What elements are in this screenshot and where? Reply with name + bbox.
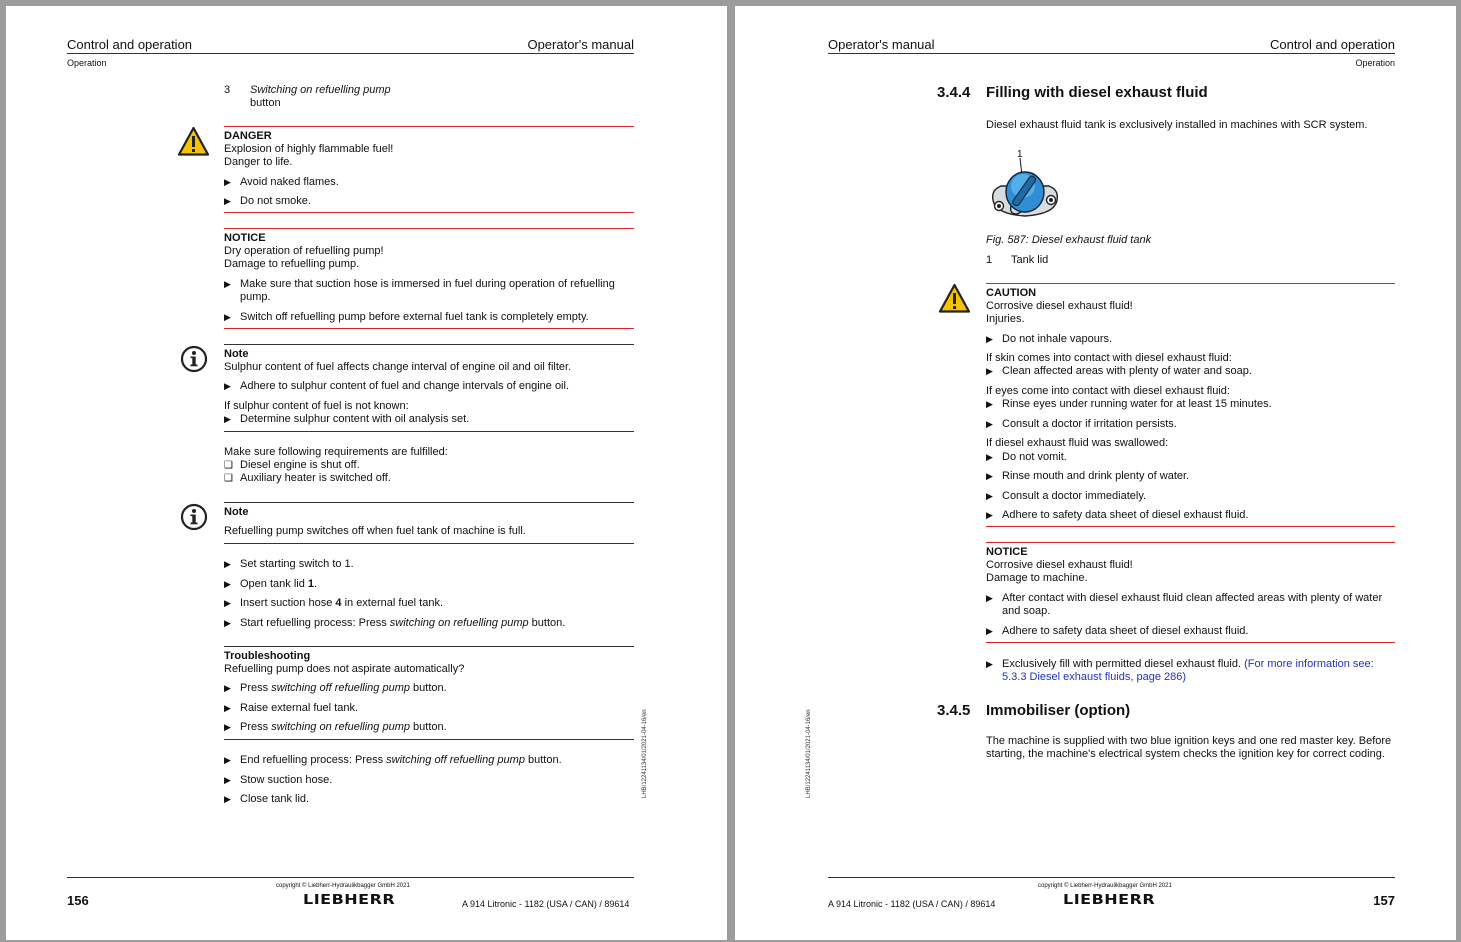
danger-title: DANGER	[224, 130, 272, 142]
info-icon	[180, 503, 208, 531]
note-bottom-rule	[224, 431, 634, 432]
right-page	[735, 6, 1456, 940]
legend-number: 1	[986, 254, 993, 266]
figure-caption: Fig. 587: Diesel exhaust fluid tank	[986, 234, 1152, 246]
header-rule	[67, 53, 634, 54]
note2-text: Refuelling pump switches off when fuel tank of machine is full.	[224, 525, 526, 537]
info-icon	[180, 345, 208, 373]
bullet-triangle: ▶	[986, 659, 993, 669]
section-number: 3.4.4	[937, 84, 971, 101]
bullet-triangle: ▶	[224, 414, 231, 424]
step-1: Set starting switch to 1.	[240, 558, 354, 570]
section-number: 3.4.5	[937, 702, 971, 719]
requirement-item: Auxiliary heater is switched off.	[240, 472, 391, 484]
notice-top-rule	[986, 542, 1395, 543]
notice-action2: Switch off refuelling pump before external fuel tank is completely empty.	[240, 311, 589, 323]
diesel-exhaust-fluid-tank-figure	[987, 156, 1065, 222]
legend-label: Switching on refuelling pump	[250, 84, 391, 96]
bullet-triangle: ▶	[986, 593, 993, 603]
bullet-triangle: ▶	[224, 794, 231, 804]
final-step-2: Stow suction hose.	[240, 774, 333, 786]
caution-condition: If diesel exhaust fluid was swallowed:	[986, 437, 1169, 449]
bullet-triangle: ▶	[986, 471, 993, 481]
legend-label-2: button	[250, 97, 281, 109]
danger-line2: Danger to life.	[224, 156, 293, 168]
danger-top-rule	[224, 126, 634, 127]
bullet-triangle: ▶	[224, 196, 231, 206]
caution-line1: Corrosive diesel exhaust fluid!	[986, 300, 1133, 312]
fill-step: Exclusively fill with permitted diesel exhaust fluid. (For more information see:	[1002, 658, 1374, 670]
notice-line2: Damage to refuelling pump.	[224, 258, 360, 270]
header-rule	[828, 53, 1395, 54]
note2-top-rule	[224, 502, 634, 503]
notice-line1: Corrosive diesel exhaust fluid!	[986, 559, 1133, 571]
caution-top-rule	[986, 283, 1395, 284]
section-title: Filling with diesel exhaust fluid	[986, 84, 1208, 101]
copyright: copyright © Liebherr-Hydraulikbagger GmbH 2021	[276, 883, 410, 889]
page-number: 157	[1373, 893, 1395, 908]
notice-action1-cont: and soap.	[1002, 605, 1051, 617]
intro-text: Diesel exhaust fluid tank is exclusively installed in machines with SCR system.	[986, 119, 1368, 131]
cross-reference-link[interactable]: 5.3.3 Diesel exhaust fluids, page 286)	[1002, 671, 1187, 683]
step-4: Start refuelling process: Press switching on refuelling pump button.	[240, 617, 566, 629]
note2-bottom-rule	[224, 543, 634, 544]
troubleshooting-action: Raise external fuel tank.	[240, 702, 359, 714]
checkbox-icon: ❑	[224, 473, 233, 484]
header-right: Operator's manual	[527, 37, 634, 52]
caution-action: Clean affected areas with plenty of water and soap.	[1002, 365, 1252, 377]
bullet-triangle: ▶	[986, 334, 993, 344]
bullet-triangle: ▶	[986, 452, 993, 462]
bullet-triangle: ▶	[986, 399, 993, 409]
step-3: Insert suction hose 4 in external fuel tank.	[240, 597, 444, 609]
danger-line1: Explosion of highly flammable fuel!	[224, 143, 394, 155]
checkbox-icon: ❑	[224, 460, 233, 471]
note-line1: Sulphur content of fuel affects change interval of engine oil and oil filter.	[224, 361, 572, 373]
troubleshooting-bottom-rule	[224, 739, 634, 740]
step-2: Open tank lid 1.	[240, 578, 318, 590]
bullet-triangle: ▶	[224, 755, 231, 765]
subheader: Operation	[67, 58, 107, 68]
notice-action2: Adhere to safety data sheet of diesel exhaust fluid.	[1002, 625, 1249, 637]
immobiliser-text: The machine is supplied with two blue ignition keys and one red master key. Before	[986, 735, 1392, 747]
header-left: Control and operation	[67, 37, 193, 52]
footer-rule	[67, 877, 634, 878]
bullet-triangle: ▶	[224, 598, 231, 608]
requirements-intro: Make sure following requirements are fulfilled:	[224, 446, 448, 458]
caution-action: Do not inhale vapours.	[1002, 333, 1113, 345]
legend-label: Tank lid	[1011, 254, 1049, 266]
warning-triangle-icon	[938, 283, 971, 314]
notice-title: NOTICE	[224, 232, 266, 244]
caution-action: Rinse eyes under running water for at least 15 minutes.	[1002, 398, 1272, 410]
bullet-triangle: ▶	[986, 366, 993, 376]
caution-action: Do not vomit.	[1002, 451, 1067, 463]
page-number: 156	[67, 893, 89, 908]
note-action1: Adhere to sulphur content of fuel and change intervals of engine oil.	[240, 380, 570, 392]
note-action2: Determine sulphur content with oil analysis set.	[240, 413, 470, 425]
bullet-triangle: ▶	[986, 626, 993, 636]
warning-triangle-icon	[177, 126, 210, 157]
bullet-triangle: ▶	[224, 559, 231, 569]
troubleshooting-action: Press switching off refuelling pump button.	[240, 682, 447, 694]
bullet-triangle: ▶	[986, 419, 993, 429]
caution-bottom-rule	[986, 526, 1395, 527]
note-top-rule	[224, 344, 634, 345]
caution-title: CAUTION	[986, 287, 1037, 299]
final-step-1: End refuelling process: Press switching off refuelling pump button.	[240, 754, 562, 766]
troubleshooting-top-rule	[224, 646, 634, 647]
bullet-triangle: ▶	[224, 618, 231, 628]
note2-title: Note	[224, 506, 249, 518]
subheader: Operation	[1355, 58, 1395, 68]
bullet-triangle: ▶	[986, 491, 993, 501]
model-info: A 914 Litronic - 1182 (USA / CAN) / 89614	[462, 899, 630, 909]
section-title: Immobiliser (option)	[986, 702, 1131, 719]
bullet-triangle: ▶	[224, 312, 231, 322]
notice-action1: Make sure that suction hose is immersed in fuel during operation of refuelling	[240, 278, 615, 290]
bullet-triangle: ▶	[224, 177, 231, 187]
cross-reference-link[interactable]: (For more information see:	[1244, 658, 1374, 670]
notice-bottom-rule	[986, 642, 1395, 643]
caution-action: Rinse mouth and drink plenty of water.	[1002, 470, 1190, 482]
copyright: copyright © Liebherr-Hydraulikbagger GmbH 2021	[1038, 883, 1172, 889]
danger-action: Do not smoke.	[240, 195, 311, 207]
danger-bottom-rule	[224, 212, 634, 213]
bullet-triangle: ▶	[224, 381, 231, 391]
final-step-3: Close tank lid.	[240, 793, 310, 805]
bullet-triangle: ▶	[224, 579, 231, 589]
document-code: LHB/12241134/01/2021-04-16/en	[642, 709, 648, 798]
caution-action: Consult a doctor if irritation persists.	[1002, 418, 1177, 430]
danger-action: Avoid naked flames.	[240, 176, 339, 188]
immobiliser-text-2: starting, the machine's electrical system checks the ignition key for correct coding.	[986, 748, 1385, 760]
troubleshooting-action: Press switching on refuelling pump button.	[240, 721, 447, 733]
caution-condition: If eyes come into contact with diesel exhaust fluid:	[986, 385, 1230, 397]
notice-bottom-rule	[224, 328, 634, 329]
requirement-item: Diesel engine is shut off.	[240, 459, 360, 471]
document-code: LHB/12241134/01/2021-04-16/en	[806, 709, 812, 798]
caution-condition: If skin comes into contact with diesel exhaust fluid:	[986, 352, 1232, 364]
header-right: Control and operation	[1269, 37, 1395, 52]
caution-action: Adhere to safety data sheet of diesel exhaust fluid.	[1002, 509, 1249, 521]
notice-action1: After contact with diesel exhaust fluid clean affected areas with plenty of water	[1002, 592, 1383, 604]
bullet-triangle: ▶	[224, 722, 231, 732]
bullet-triangle: ▶	[224, 279, 231, 289]
header-left: Operator's manual	[828, 37, 935, 52]
troubleshooting-line: Refuelling pump does not aspirate automatically?	[224, 663, 465, 675]
legend-number: 3	[224, 84, 231, 96]
liebherr-logo: LIEBHERR	[303, 891, 396, 908]
notice-title: NOTICE	[986, 546, 1028, 558]
note-title: Note	[224, 348, 249, 360]
bullet-triangle: ▶	[986, 510, 993, 520]
caution-action: Consult a doctor immediately.	[1002, 490, 1147, 502]
liebherr-logo: LIEBHERR	[1063, 891, 1156, 908]
left-page	[6, 6, 727, 940]
caution-line2: Injuries.	[986, 313, 1025, 325]
note-condition: If sulphur content of fuel is not known:	[224, 400, 409, 412]
notice-action1-cont: pump.	[240, 291, 271, 303]
notice-top-rule	[224, 228, 634, 229]
notice-line1: Dry operation of refuelling pump!	[224, 245, 384, 257]
model-info: A 914 Litronic - 1182 (USA / CAN) / 89614	[828, 899, 996, 909]
notice-line2: Damage to machine.	[986, 572, 1088, 584]
bullet-triangle: ▶	[224, 775, 231, 785]
troubleshooting-title: Troubleshooting	[224, 650, 311, 662]
footer-rule	[828, 877, 1395, 878]
bullet-triangle: ▶	[224, 683, 231, 693]
figure-callout: 1	[1017, 149, 1023, 160]
bullet-triangle: ▶	[224, 703, 231, 713]
